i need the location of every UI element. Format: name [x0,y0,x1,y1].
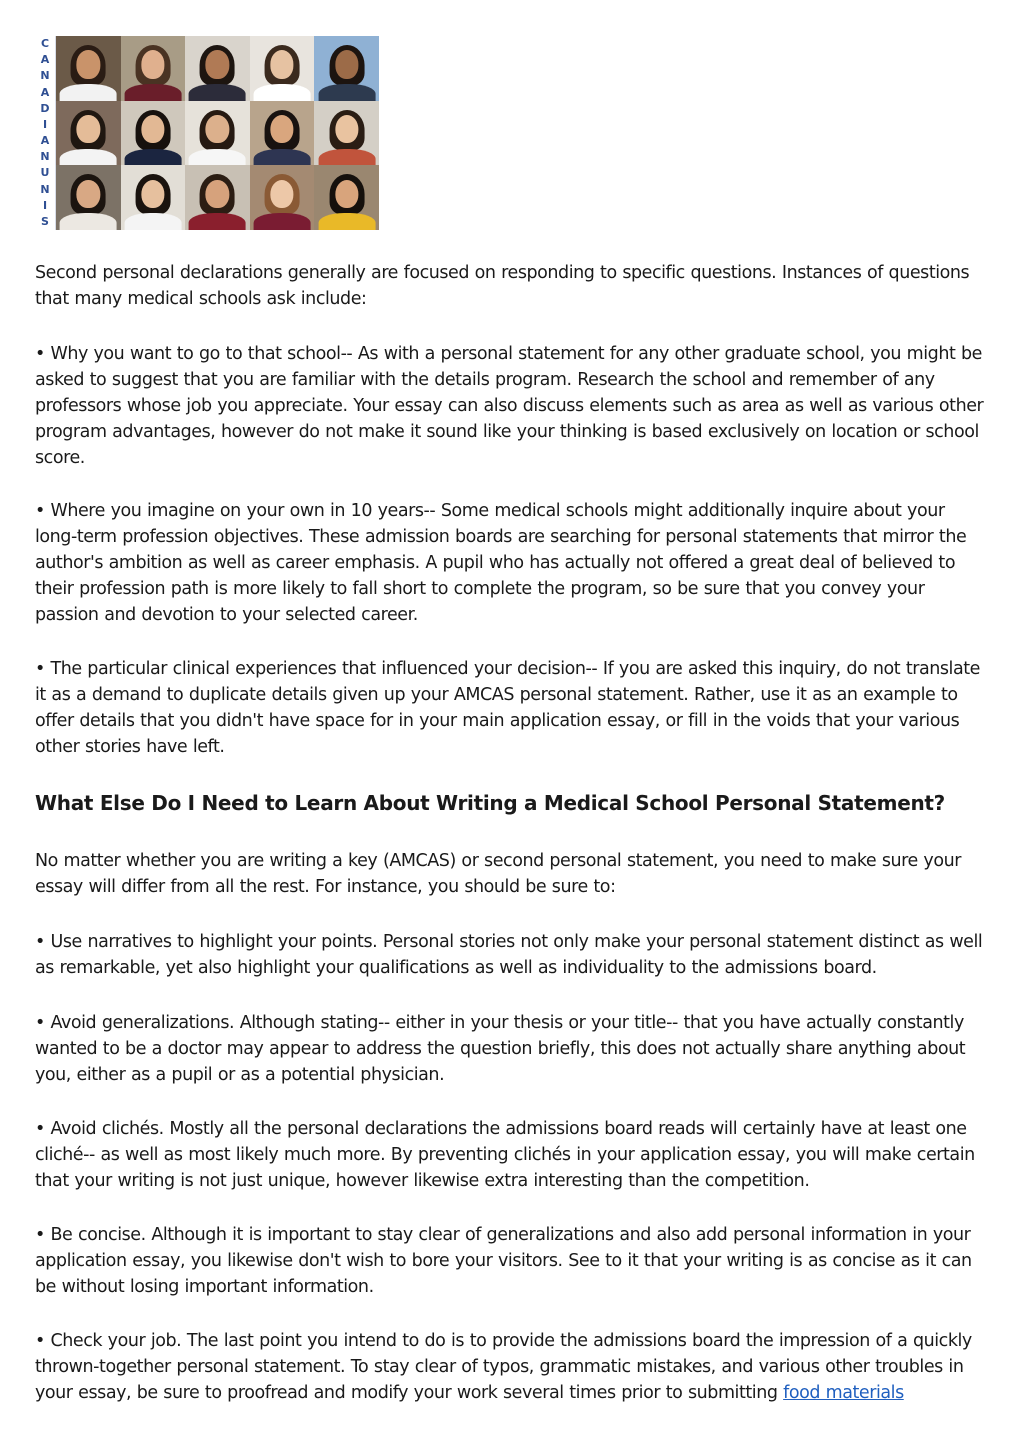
collage-photo-tile [314,101,379,166]
portrait-face [335,180,358,208]
portrait-shirt [318,149,375,166]
collage-side-letter: U [40,166,50,180]
bullet-check-work [35,1328,990,1406]
portrait-face [206,115,229,143]
collage-side-letter: A [40,134,50,148]
portrait-shirt [189,213,246,230]
portrait-face [77,180,100,208]
portrait-face [335,50,358,78]
collage-side-letter: I [42,198,48,212]
collage-photo-tile [56,101,121,166]
collage-photo-tile [185,165,250,230]
portrait-face [77,50,100,78]
collage-side-label [35,36,56,230]
portrait-shirt [60,84,117,101]
portrait-shirt [254,213,311,230]
collage-side-letter: C [40,37,50,50]
portrait-face [141,115,164,143]
intro-paragraph: Second personal declarations generally are focused on responding to specific questions. Instances of questions that many medical schools ask include: [35,263,970,309]
collage-photo-tile [185,101,250,166]
food-materials-link[interactable]: food materials [783,1383,904,1403]
portrait-shirt [60,149,117,166]
collage-photo-tile [56,36,121,101]
portrait-face [77,115,100,143]
portrait-shirt [189,84,246,101]
bullet-ten-years: • Where you imagine on your own in 10 years-- Some medical schools might additionally inquire about your long-term profession objectives. These admission boards are searching for personal statements that mirror the author's ambition as well as career emphasis. A pupil who has actually not offered a great deal of believed to their profession path is more likely to fall short to complete the program, so be sure that you convey your passion and devotion to your selected career. [35,501,967,625]
article [35,36,990,1403]
portrait-shirt [189,149,246,166]
section-intro-paragraph: No matter whether you are writing a key (AMCAS) or second personal statement, you need to make sure your essay will differ from all the rest. For instance, you should be sure to: [35,851,961,897]
collage-photo-tile [121,101,186,166]
collage-photo-tile [250,165,315,230]
portrait-shirt [254,84,311,101]
collage-photo-tile [56,165,121,230]
portrait-face [270,180,293,208]
portrait-face [141,180,164,208]
collage-side-letter: A [40,85,50,99]
portrait-face [141,50,164,78]
portrait-shirt [124,84,181,101]
portrait-face [270,50,293,78]
collage-side-letter: I [42,117,48,131]
portrait-face [206,180,229,208]
collage-side-letter: D [40,101,50,115]
portrait-shirt [254,149,311,166]
bullet-generalizations: • Avoid generalizations. Although stating-- either in your thesis or your title-- that you have actually constantly wanted to be a doctor may appear to address the question briefly, this does not actually share anything about you, either as a pupil or as a potential physician. [35,1013,966,1085]
collage-side-letter: S [41,214,49,228]
bullet-narratives: • Use narratives to highlight your points. Personal stories not only make your personal statement distinct as well as remarkable, yet also highlight your qualifications as well as individuality to the admissions board. [35,932,983,978]
bullet-why-school: • Why you want to go to that school-- As with a personal statement for any other graduate school, you might be asked to suggest that you are familiar with the details program. Research the school and remember of any professors whose job you appreciate. Your essay can also discuss elements such as area as well as various other program advantages, however do not make it sound like your thinking is based exclusively on location or school score. [35,344,984,468]
collage-photo-tile [250,36,315,101]
portrait-face [206,50,229,78]
collage-photo-tile [314,165,379,230]
bullet-clinical-experiences: • The particular clinical experiences that influenced your decision-- If you are asked this inquiry, do not translate it as a demand to duplicate details given up your AMCAS personal statement. Rather, use it as an example to offer details that you didn't have space for in your main application essay, or fill in the voids that your various other stories have left. [35,659,980,757]
portrait-face [335,115,358,143]
collage-side-letter: N [40,182,50,196]
bullet-check-work-text: • Check your job. The last point you intend to do is to provide the admissions board the impression of a quickly thrown-together personal statement. To stay clear of typos, grammatic mistakes, and various other troubles in your essay, be sure to proofread and modify your work several times prior to submitting [35,1331,972,1403]
collage-side-letter: N [40,69,50,83]
collage-side-letter: A [40,53,50,67]
bullet-cliches: • Avoid clichés. Mostly all the personal declarations the admissions board reads will certainly have at least one cliché-- as well as most likely much more. By preventing clichés in your application essay, you will make certain that your writing is not just unique, however likewise extra interesting than the competition. [35,1119,975,1191]
collage-photo-tile [185,36,250,101]
collage-photo-tile [314,36,379,101]
canadian-unis-collage-image [35,36,379,230]
portrait-shirt [60,213,117,230]
portrait-shirt [318,213,375,230]
bullet-concise: • Be concise. Although it is important to stay clear of generalizations and also add personal information in your application essay, you likewise don't wish to bore your visitors. See to it that your writing is as concise as it can be without losing important information. [35,1225,972,1297]
portrait-shirt [318,84,375,101]
collage-photo-tile [250,101,315,166]
collage-photo-grid [56,36,379,230]
portrait-shirt [124,149,181,166]
portrait-face [270,115,293,143]
portrait-shirt [124,213,181,230]
collage-photo-tile [121,36,186,101]
collage-photo-tile [121,165,186,230]
section-heading: What Else Do I Need to Learn About Writing a Medical School Personal Statement? [35,791,945,815]
collage-side-letter: N [40,150,50,164]
